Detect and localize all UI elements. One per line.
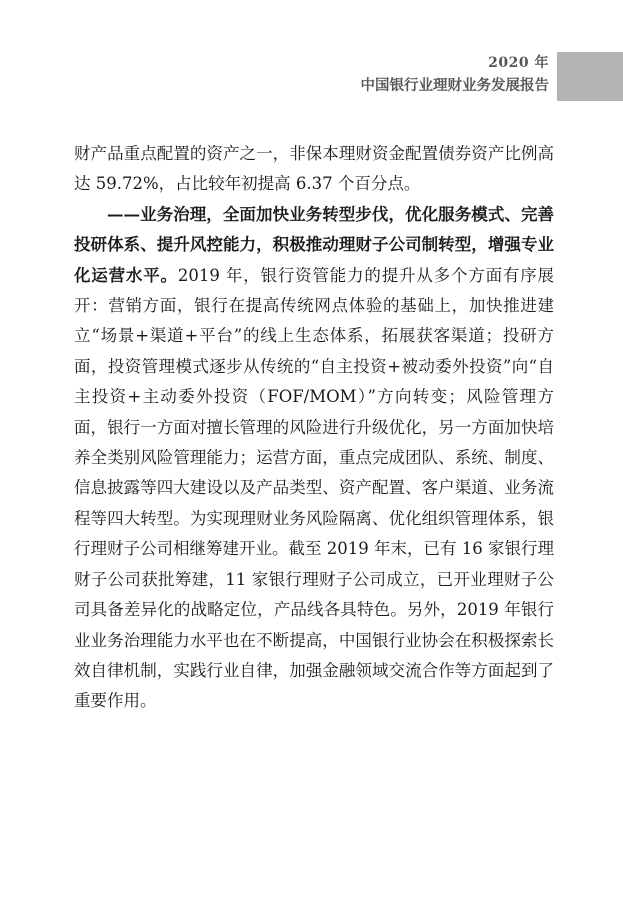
paragraph-governance	[74, 200, 554, 717]
body-text	[74, 139, 554, 717]
header-title: 中国银行业理财业务发展报告	[360, 77, 549, 94]
paragraph-lead-bold: ——业务治理，全面加快业务转型步伐，优化服务模式、完善投研体系、提升风控能力，积极推动理财子公司制转型，增强专业化运营水平。	[74, 204, 554, 285]
paragraph-continued: 财产品重点配置的资产之一，非保本理财资金配置债券资产比例高达 59.72%，占比较年初提高 6.37 个百分点。	[74, 144, 554, 194]
header-year: 2020 年	[488, 55, 549, 71]
page-header	[0, 0, 623, 110]
paragraph-body: 2019 年，银行资管能力的提升从多个方面有序展开：营销方面，银行在提高传统网点体验的基础上，加快推进建立“场景+渠道+平台”的线上生态体系，拓展获客渠道；投研方面，投资管理模式逐步从传统的“自主投资+被动委外投资”向“自主投资+主动委外投资（FOF/MOM）”方向转变；风险管理方面，银行一方面对擅长管理的风险进行升级优化，另一方面加快培养全类别风险管理能力；运营方面，重点完成团队、系统、制度、信息披露等四大建设以及产品类型、资产配置、客户渠道、业务流程等四大转型。为实现理财业务风险隔离、优化组织管理体系，银行理财子公司相继筹建开业。截至 2019 年末，已有 16 家银行理财子公司获批筹建，11 家银行理财子公司成立，已开业理财子公司具备差异化的战略定位，产品线各具特色。另外，2019 年银行业业务治理能力水平也在不断提高，中国银行业协会在积极探索长效自律机制，实践行业自律，加强金融领域交流合作等方面起到了重要作用。	[74, 265, 555, 711]
header-tab-block	[557, 52, 623, 101]
